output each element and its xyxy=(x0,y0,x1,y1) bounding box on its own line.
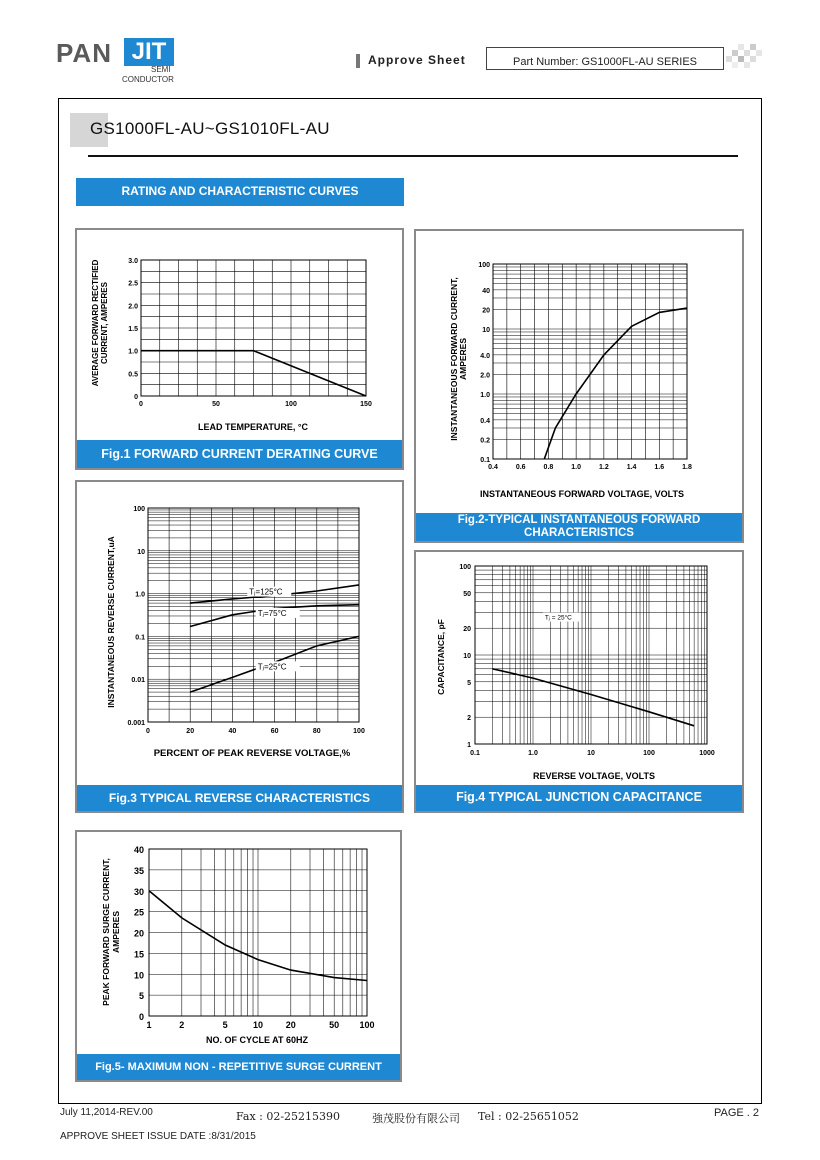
fig3-xtick: 40 xyxy=(228,728,237,735)
fig1-chart xyxy=(77,230,402,440)
fig5-ytick: 15 xyxy=(133,949,144,960)
fig5-ytick: 30 xyxy=(133,886,144,897)
fig4-series-label: Tⱼ = 25°C xyxy=(544,614,572,622)
logo-jit: JIT xyxy=(124,38,174,66)
fig5-xtick: 1 xyxy=(146,1020,152,1030)
fig2-xtick: 1.4 xyxy=(626,464,637,471)
fig5-ytick: 35 xyxy=(133,865,144,876)
fig3-xtick: 100 xyxy=(353,728,365,735)
footer-issue-date: APPROVE SHEET ISSUE DATE :8/31/2015 xyxy=(60,1131,256,1142)
fig5-ylabel: PEAK FORWARD SURGE CURRENT, xyxy=(101,858,111,1006)
fig3-xlabel: PERCENT OF PEAK REVERSE VOLTAGE,% xyxy=(153,748,351,759)
fig3-series-label: Tⱼ=125°C xyxy=(249,587,283,597)
fig4-xtick: 1.0 xyxy=(528,750,538,757)
fig5-xtick: 100 xyxy=(359,1020,375,1030)
fig1-ytick: 1.0 xyxy=(128,348,138,356)
fig2-ytick: 0.2 xyxy=(480,437,490,445)
fig2-chart xyxy=(416,231,742,516)
fig4-ytick: 100 xyxy=(459,564,471,571)
fig5-xlabel: NO. OF CYCLE AT 60HZ xyxy=(205,1035,309,1045)
fig3-panel xyxy=(75,480,404,813)
fig1-ytick: 3.0 xyxy=(128,258,138,265)
fig1-ytick: 0 xyxy=(134,394,138,401)
fig4-ylabel: CAPACITANCE, pF xyxy=(436,619,446,695)
fig3-xtick: 60 xyxy=(270,728,279,735)
fig5-xtick: 5 xyxy=(222,1020,228,1030)
fig2-ytick: 4.0 xyxy=(480,352,490,360)
fig5-panel xyxy=(75,830,402,1082)
part-number-box: Part Number: GS1000FL-AU SERIES xyxy=(486,47,724,70)
fig2-ytick: 1.0 xyxy=(480,392,490,399)
fig1-xtick: 0 xyxy=(139,401,143,408)
fig1-xtick: 50 xyxy=(212,401,220,408)
fig3-xtick: 0 xyxy=(146,728,150,735)
fig5-ytick: 5 xyxy=(138,991,144,1002)
fig4-xtick: 0.1 xyxy=(470,750,480,757)
title-underline xyxy=(88,155,738,157)
fig2-caption-line2: CHARACTERISTICS xyxy=(524,527,634,539)
fig2-ytick: 40 xyxy=(482,287,490,295)
fig1-ylabel-2: CURRENT, AMPERES xyxy=(100,282,109,364)
footer-fax: Fax : 02-25215390 xyxy=(236,1110,341,1123)
fig4-xlabel: REVERSE VOLTAGE, VOLTS xyxy=(532,771,656,781)
fig1-xlabel: LEAD TEMPERATURE, °C xyxy=(198,422,308,432)
logo-pan: PAN xyxy=(56,38,112,68)
logo-subtext-semi: SEMI xyxy=(151,65,171,74)
fig1-ylabel: AVERAGE FORWARD RECTIFIED xyxy=(91,259,100,387)
fig5-xtick: 50 xyxy=(329,1020,340,1030)
fig4-chart xyxy=(416,552,742,788)
fig5-ytick: 25 xyxy=(133,907,144,918)
fig5-ytick: 20 xyxy=(133,928,144,939)
fig3-xtick: 20 xyxy=(186,728,195,735)
fig1-ytick: 2.5 xyxy=(128,280,138,288)
fig4-ytick: 2 xyxy=(467,715,471,723)
fig5-ytick: 40 xyxy=(133,845,144,855)
fig5-xtick: 10 xyxy=(252,1020,264,1030)
fig2-xtick: 1.6 xyxy=(654,464,665,471)
fig2-xtick: 0.8 xyxy=(543,464,554,471)
fig5-xtick: 2 xyxy=(179,1020,185,1030)
fig3-caption: Fig.3 TYPICAL REVERSE CHARACTERISTICS xyxy=(77,785,402,811)
fig2-xtick: 1.0 xyxy=(571,464,582,471)
fig2-xtick: 0.4 xyxy=(488,464,498,471)
fig4-caption: Fig.4 TYPICAL JUNCTION CAPACITANCE xyxy=(416,785,742,811)
fig1-xtick: 150 xyxy=(360,401,372,408)
fig3-ytick: 1.0 xyxy=(135,591,145,599)
logo-subtext-conductor: CONDUCTOR xyxy=(122,75,174,84)
fig3-series-label: Tⱼ=75°C xyxy=(257,608,287,618)
fig5-chart xyxy=(77,832,400,1054)
fig2-ytick: 100 xyxy=(478,262,490,269)
fig4-ytick: 50 xyxy=(463,590,471,598)
footer-page-number: PAGE . 2 xyxy=(714,1107,760,1119)
fig2-xtick: 1.8 xyxy=(682,464,692,471)
footer-tel: Tel : 02-25651052 xyxy=(478,1110,579,1123)
fig3-ytick: 100 xyxy=(133,506,145,513)
approve-sheet-label: Approve Sheet xyxy=(368,53,466,67)
approve-marker xyxy=(356,54,360,68)
fig3-chart xyxy=(77,482,402,787)
fig2-ytick: 10 xyxy=(482,327,490,334)
fig4-ytick: 1 xyxy=(467,742,471,749)
fig1-ytick: 0.5 xyxy=(128,371,138,379)
fig1-ytick: 1.5 xyxy=(128,326,138,333)
fig4-ytick: 5 xyxy=(467,679,471,687)
fig1-ytick: 2.0 xyxy=(128,303,138,311)
fig3-xtick: 80 xyxy=(312,728,321,735)
fig4-panel xyxy=(414,550,744,813)
fig5-ytick: 0 xyxy=(138,1012,144,1022)
fig5-ylabel-2: AMPERES xyxy=(111,910,121,954)
fig1-xtick: 100 xyxy=(285,401,297,408)
page-title: GS1000FL-AU~GS1010FL-AU xyxy=(90,119,330,138)
fig2-ytick: 20 xyxy=(482,307,490,315)
fig2-ylabel: INSTANTANEOUS FORWARD CURRENT, xyxy=(449,277,459,441)
footer-company: 強茂股份有限公司 xyxy=(372,1112,460,1125)
fig2-ytick: 0.4 xyxy=(480,417,490,425)
footer-date: July 11,2014-REV.00 xyxy=(60,1107,153,1118)
fig4-xtick: 10 xyxy=(587,750,595,757)
fig2-panel xyxy=(414,229,744,543)
checker-decoration xyxy=(726,44,762,74)
fig2-caption xyxy=(416,513,742,541)
section-banner: RATING AND CHARACTERISTIC CURVES xyxy=(76,178,404,206)
fig3-series-label: Tⱼ=25°C xyxy=(257,662,287,672)
fig5-ytick: 10 xyxy=(133,970,144,981)
fig3-ytick: 0.001 xyxy=(127,720,145,727)
fig3-ytick: 0.01 xyxy=(131,677,145,685)
fig4-xtick: 100 xyxy=(643,750,655,757)
fig2-xtick: 0.6 xyxy=(515,464,526,471)
fig2-curve xyxy=(544,308,687,459)
fig5-xtick: 20 xyxy=(285,1020,296,1030)
fig3-ylabel: INSTANTANEOUS REVERSE CURRENT,uA xyxy=(106,536,116,708)
fig3-ytick: 10 xyxy=(137,548,145,556)
fig4-ytick: 20 xyxy=(463,626,471,634)
fig2-ylabel-2: AMPERES xyxy=(458,337,468,381)
fig2-xtick: 1.2 xyxy=(598,464,609,471)
fig4-ytick: 10 xyxy=(463,653,471,660)
fig5-caption: Fig.5- MAXIMUM NON - REPETITIVE SURGE CURRENT xyxy=(77,1054,400,1080)
fig2-ytick: 0.1 xyxy=(480,457,490,464)
fig1-panel xyxy=(75,228,404,470)
fig2-caption-line1: Fig.2-TYPICAL INSTANTANEOUS FORWARD xyxy=(457,514,701,526)
fig1-caption: Fig.1 FORWARD CURRENT DERATING CURVE xyxy=(77,440,402,468)
fig3-ytick: 0.1 xyxy=(135,634,145,642)
fig2-ytick: 2.0 xyxy=(480,372,490,380)
fig2-xlabel: INSTANTANEOUS FORWARD VOLTAGE, VOLTS xyxy=(480,489,684,499)
fig4-xtick: 1000 xyxy=(699,750,715,757)
